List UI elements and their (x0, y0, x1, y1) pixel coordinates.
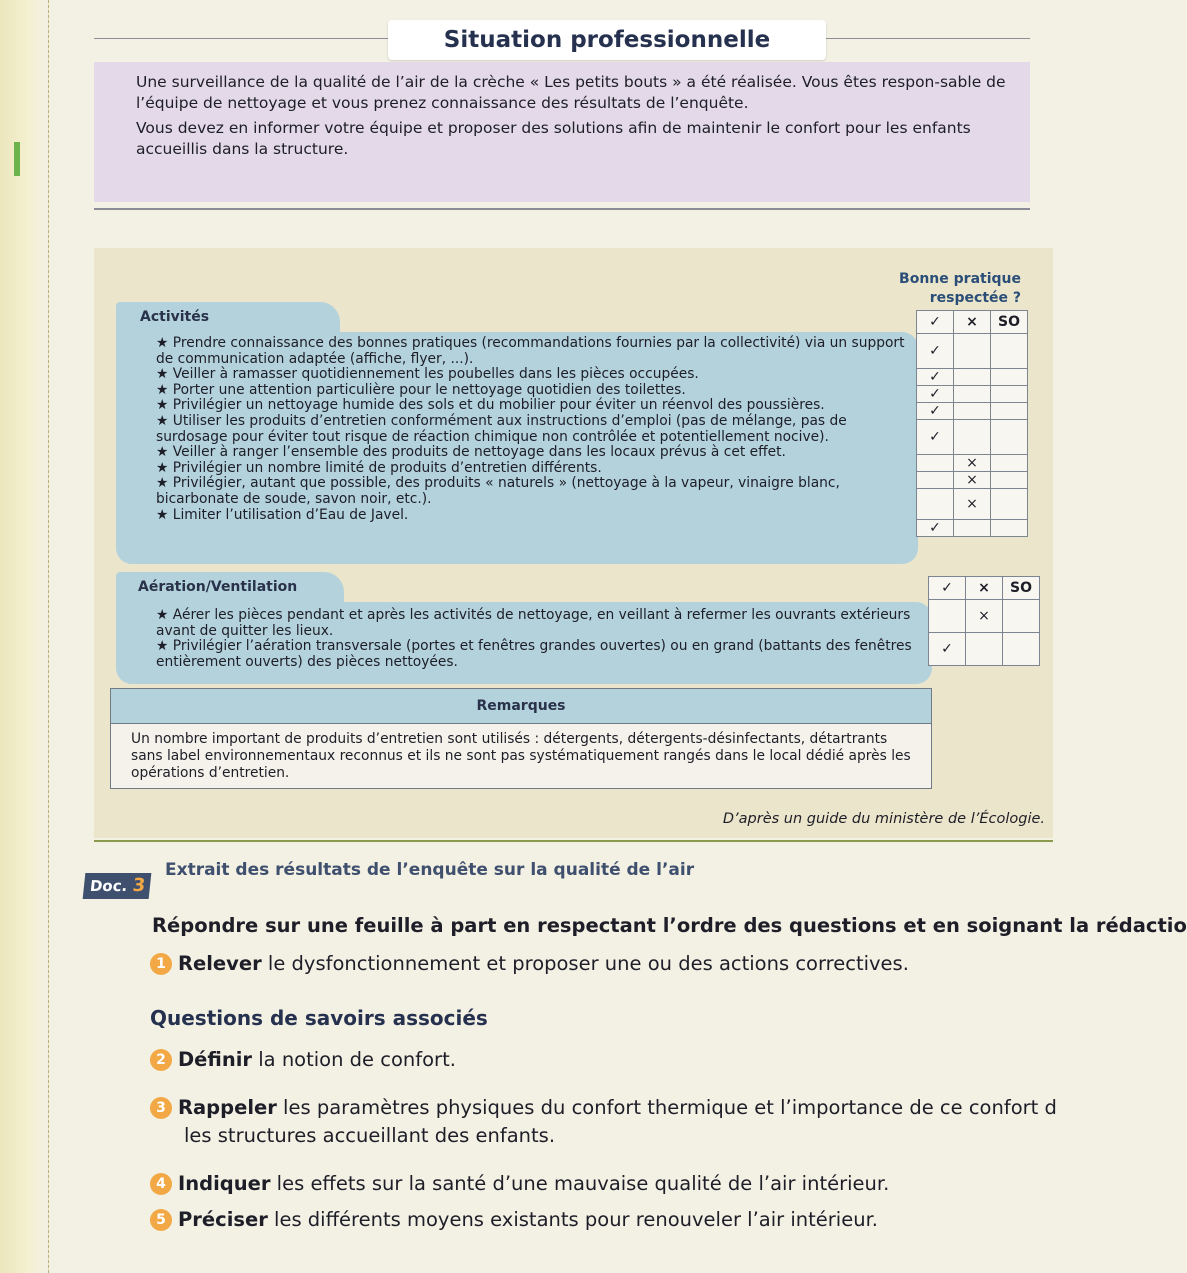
col-check-header: ✓ (917, 311, 954, 334)
col-so-header: SO (1003, 577, 1040, 600)
aeration-item: ★ Aérer les pièces pendant et après les activités de nettoyage, en veillant à refermer les ouvrants extérieurs avant de quitter les lieux. (156, 607, 911, 639)
question-number: 3 (150, 1097, 172, 1119)
aeration-tab: Aération/Ventilation (116, 572, 344, 602)
question-verb: Préciser (178, 1208, 268, 1231)
empty-cell (954, 520, 991, 537)
empty-cell (991, 369, 1028, 386)
question-verb: Relever (178, 952, 262, 975)
empty-cell (1003, 633, 1040, 666)
question-text: le dysfonctionnement et proposer une ou des actions correctives. (261, 952, 909, 975)
situation-title: Situation professionnelle (388, 20, 826, 60)
doc-label-number: 3 (131, 875, 147, 896)
document-3 (94, 248, 1053, 838)
check-mark: ✓ (917, 369, 954, 386)
question-4 (150, 1170, 889, 1198)
aeration-grid (928, 576, 1040, 666)
empty-cell (917, 489, 954, 520)
aeration-item: ★ Privilégier l’aération transversale (portes et fenêtres grandes ouvertes) ou en grand (battants des fenêtres entièrement ouverts) des pièces nettoyées. (156, 638, 912, 670)
empty-cell (991, 420, 1028, 455)
remarques-text: Un nombre important de produits d’entretien sont utilisés : détergents, détergents-désinfectants, détartrants sans label environnementaux reconnus et ils ne sont pas systématiquement rangés dans le local dédié après les opérations d’entretien. (131, 731, 911, 781)
situation-paragraph: Une surveillance de la qualité de l’air de la crèche « Les petits bouts » a été réalisée. Vous êtes respon-sable de l’équipe de nettoyage et vous prenez connaissance des résultats de l’enquête. (136, 73, 1006, 112)
empty-cell (991, 472, 1028, 489)
activity-item: ★ Porter une attention particulière pour le nettoyage quotidien des toilettes. (156, 381, 686, 398)
source-note: D’après un guide du ministère de l’Écologie. (722, 811, 1045, 827)
check-mark: ✓ (917, 403, 954, 420)
activity-item: ★ Prendre connaissance des bonnes pratiques (recommandations fournies par la collectivité) via un support de communication adaptée (affiche, flyer, ...). (156, 335, 905, 367)
question-2 (150, 1046, 456, 1074)
question-text: les effets sur la santé d’une mauvaise qualité de l’air intérieur. (270, 1172, 890, 1195)
question-text: la notion de confort. (252, 1048, 456, 1071)
col-cross-header: × (954, 311, 991, 334)
question-text-continued: les structures accueillant des enfants. (184, 1124, 556, 1147)
question-verb: Indiquer (178, 1172, 271, 1195)
empty-cell (1003, 600, 1040, 633)
question-text: les paramètres physiques du confort thermique et l’importance de ce confort d (276, 1096, 1057, 1119)
empty-cell (954, 369, 991, 386)
col-so-header: SO (991, 311, 1028, 334)
bonne-pratique-title: Bonne pratique respectée ? (899, 271, 1021, 306)
empty-cell (991, 489, 1028, 520)
empty-cell (966, 633, 1003, 666)
empty-cell (929, 600, 966, 633)
situation-box (94, 62, 1030, 202)
empty-cell (991, 334, 1028, 369)
savoirs-heading: Questions de savoirs associés (150, 1006, 488, 1030)
question-5 (150, 1206, 878, 1234)
instruction: Répondre sur une feuille à part en respectant l’ordre des questions et en soignant la rédactio (152, 914, 1187, 937)
activity-item: ★ Veiller à ranger l’ensemble des produits de nettoyage dans les locaux prévus à cet effet. (156, 444, 786, 461)
question-text: les différents moyens existants pour renouveler l’air intérieur. (267, 1208, 879, 1231)
check-mark: ✓ (917, 334, 954, 369)
situation-section (94, 27, 1030, 200)
check-mark: ✓ (917, 386, 954, 403)
remarques-box (110, 688, 932, 789)
empty-cell (917, 472, 954, 489)
cross-mark: × (954, 455, 991, 472)
doc-caption: Extrait des résultats de l’enquête sur la qualité de l’air (165, 860, 695, 880)
question-number: 5 (150, 1209, 172, 1231)
empty-cell (954, 403, 991, 420)
empty-cell (954, 420, 991, 455)
question-number: 4 (150, 1173, 172, 1195)
question-number: 1 (150, 953, 172, 975)
doc-label (83, 873, 152, 899)
activity-item: ★ Privilégier un nombre limité de produits d’entretien différents. (156, 459, 602, 476)
empty-cell (991, 455, 1028, 472)
activity-item: ★ Utiliser les produits d’entretien conformément aux instructions d’emploi (pas de mélange, pas de surdosage pour éviter tout risque de réaction chimique non contrôlée et potentiellement nocive). (156, 412, 847, 445)
empty-cell (991, 386, 1028, 403)
question-1 (150, 950, 909, 978)
empty-cell (991, 403, 1028, 420)
activites-section (116, 332, 918, 564)
question-number: 2 (150, 1049, 172, 1071)
check-mark: ✓ (917, 420, 954, 455)
divider (94, 840, 1053, 842)
question-3 (150, 1094, 1057, 1150)
activity-item: ★ Privilégier, autant que possible, des produits « naturels » (nettoyage à la vapeur, vinaigre blanc, bicarbonate de soude, savon noir, etc.). (156, 475, 840, 507)
cross-mark: × (966, 600, 1003, 633)
spine-marker (14, 142, 20, 176)
check-mark: ✓ (929, 633, 966, 666)
cross-mark: × (954, 489, 991, 520)
activity-item: ★ Privilégier un nettoyage humide des sols et du mobilier pour éviter un réenvol des poussières. (156, 397, 825, 414)
question-verb: Définir (178, 1048, 253, 1071)
activity-item: ★ Limiter l’utilisation d’Eau de Javel. (156, 506, 409, 523)
check-mark: ✓ (917, 520, 954, 537)
activity-item: ★ Veiller à ramasser quotidiennement les poubelles dans les pièces occupées. (156, 366, 699, 383)
empty-cell (954, 386, 991, 403)
aeration-section (116, 602, 932, 684)
divider (94, 208, 1030, 210)
question-verb: Rappeler (178, 1096, 277, 1119)
activites-tab: Activités (116, 302, 340, 332)
empty-cell (917, 455, 954, 472)
empty-cell (991, 520, 1028, 537)
activites-grid (916, 310, 1028, 537)
col-check-header: ✓ (929, 577, 966, 600)
page-spine (0, 0, 49, 1273)
empty-cell (954, 334, 991, 369)
col-cross-header: × (966, 577, 1003, 600)
doc-label-prefix: Doc. (89, 877, 129, 895)
situation-paragraph: Vous devez en informer votre équipe et proposer des solutions afin de maintenir le confort pour les enfants accueillis dans la structure. (136, 119, 971, 158)
remarques-title: Remarques (111, 689, 931, 724)
cross-mark: × (954, 472, 991, 489)
